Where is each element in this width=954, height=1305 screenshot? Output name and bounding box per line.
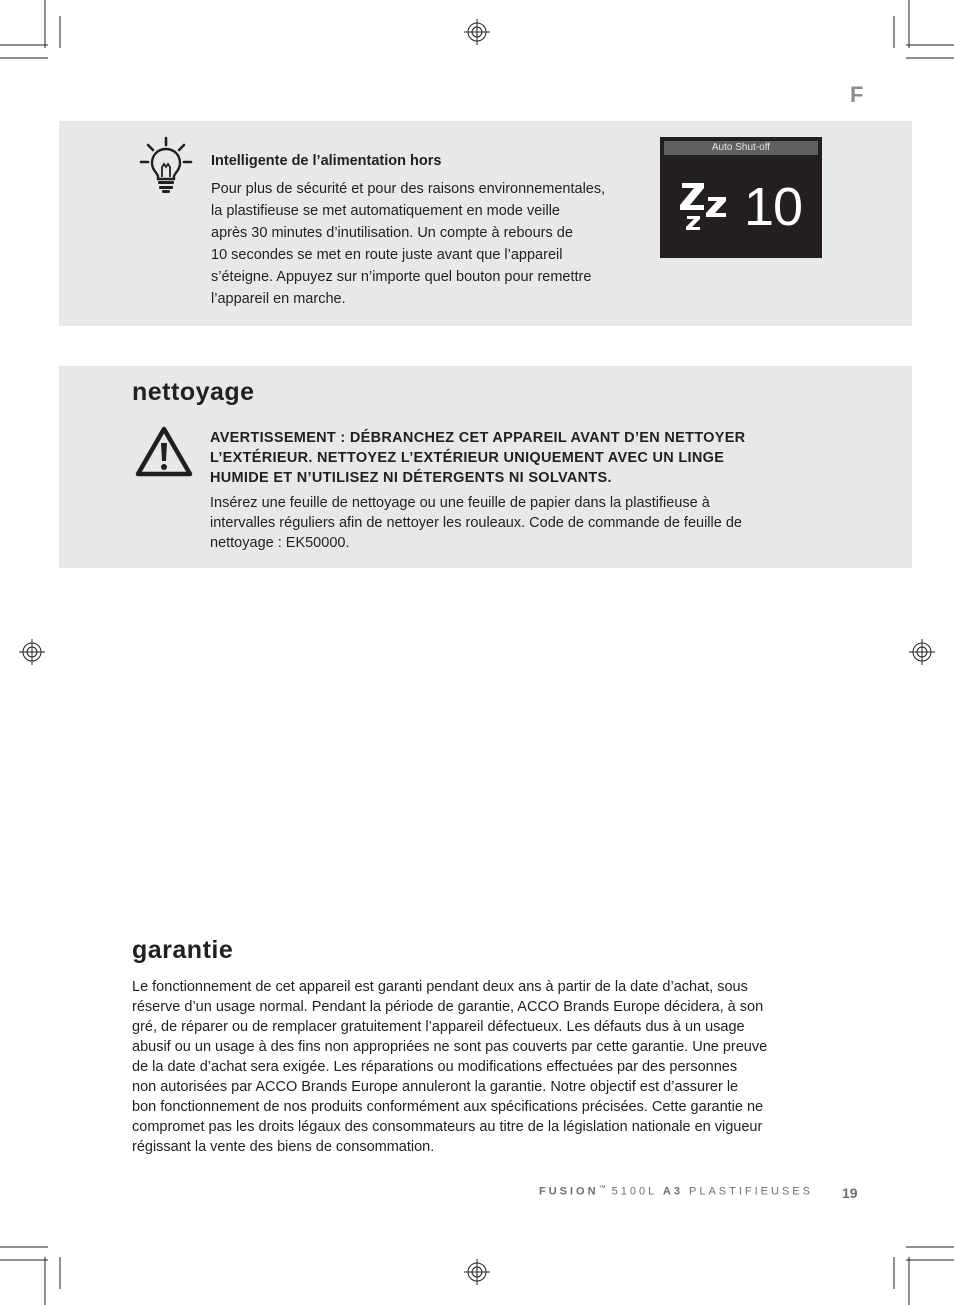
language-marker: F [850,82,864,107]
cleaning-warning: AVERTISSEMENT : DÉBRANCHEZ CET APPAREIL AVANT D’EN NETTOYER L’EXTÉRIEUR. NETTOYEZ L’EXTÉRIEUR UNIQUEMENT AVEC UN LINGE HUMIDE ET N’UTILISEZ NI DÉTERGENTS NI SOLVANTS. [210,430,746,486]
page-number: 19 [842,1185,858,1201]
warranty-text: Le fonctionnement de cet appareil est garanti pendant deux ans à partir de la date d’achat, sous réserve d’un usage normal. Pendant la période de garantie, ACCO Brands Europe décidera, à son gré, de réparer ou de remplacer gratuitement l’appareil défectueux. Les défauts dus à un usage abusif ou un usage à des fins non appropriées ne sont pas couverts par cette garantie. Une preuve de la date d’achat sera exigée. Les réparations ou modifications effectuées par des personnes non autorisées par ACCO Brands Europe annuleront la garantie. Notre objectif est d’assurer le bon fonctionnement de nos produits conformément aux spécifications précisées. Cette garantie ne compromet pas les droits légaux des consommateurs au titre de la législation nationale en vigueur régissant la vente des biens de consommation. [132,979,768,1155]
warning-triangle-icon [135,426,193,478]
registration-target-left [19,639,45,665]
auto-shutoff-title: Intelligente de l’alimentation hors [211,153,442,169]
footer-model: 5100L [611,1185,657,1198]
footer-brand: FUSION [539,1185,599,1198]
lightbulb-icon [139,136,193,194]
warranty-title: garantie [132,936,234,964]
registration-target-right [909,639,935,665]
sleep-zz-icon [676,175,732,235]
auto-shutoff-panel [59,121,912,326]
page-footer [539,1185,813,1198]
display-header: Auto Shut-off [664,141,818,155]
registration-target-top [464,19,490,45]
cleaning-instructions: Insérez une feuille de nettoyage ou une feuille de papier dans la plastifieuse à intervalles réguliers afin de nettoyer les rouleaux. Code de commande de feuille de nettoyage : EK50000. [210,495,742,551]
footer-product: PLASTIFIEUSES [689,1185,813,1198]
countdown-value: 10 [744,177,803,237]
auto-shutoff-description: Pour plus de sécurité et pour des raisons environnementales, la plastifieuse se met automatiquement en mode veille après 30 minutes d’inutilisation. Un compte à rebours de 10 secondes se met en route juste avant que l’appareil s’éteigne. Appuyez sur n’importe quel bouton pour remettre l’appareil en marche. [211,181,606,307]
registration-target-bottom [464,1259,490,1285]
auto-shutoff-display [660,137,822,258]
cleaning-panel [59,366,912,568]
footer-format: A3 [662,1185,683,1198]
footer-trademark: ™ [598,1185,606,1192]
cleaning-title: nettoyage [132,378,255,406]
